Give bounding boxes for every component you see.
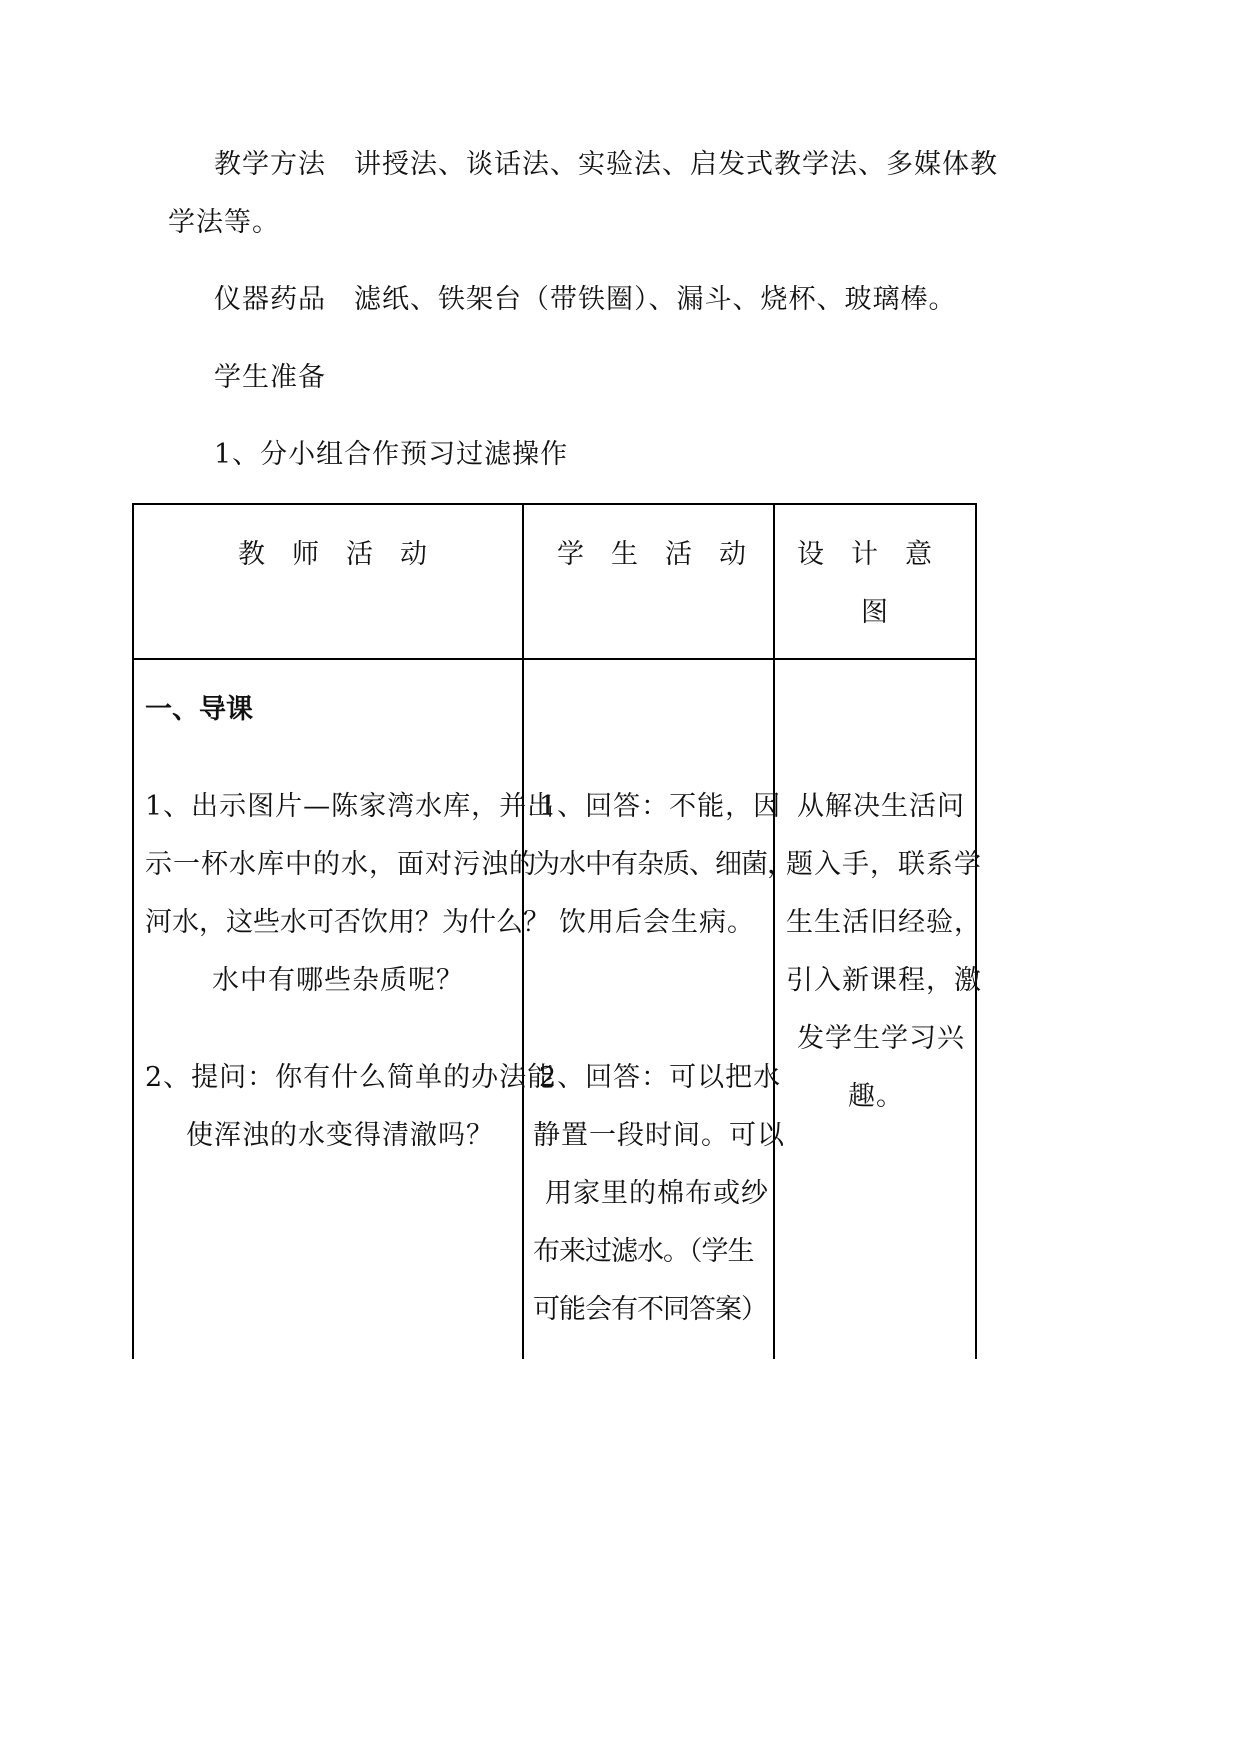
- teacher-activity-line: 河水，这些水可否饮用？为什么？: [145, 907, 550, 938]
- header-teacher-activity: 教 师 活 动: [238, 539, 427, 570]
- teaching-method-text: 讲授法、谈话法、实验法、启发式教学法、多媒体教: [354, 149, 998, 180]
- design-intent-line: 趣。: [848, 1081, 904, 1112]
- table-top-border: [132, 503, 977, 505]
- design-intent-line: 生生活旧经验，: [786, 907, 982, 938]
- teaching-method-line: [214, 151, 998, 178]
- student-activity-line: 为水中有杂质、细菌，: [533, 849, 793, 880]
- student-activity-line: 1、回答：不能，因: [539, 791, 782, 822]
- header-design-intent: 设 计 意: [797, 539, 932, 570]
- student-activity-line: 饮用后会生病。: [559, 907, 755, 938]
- table-left-border: [132, 503, 134, 1359]
- design-intent-line: 发学生学习兴: [797, 1023, 965, 1054]
- teaching-method-continuation: 学法等。: [168, 207, 280, 238]
- teacher-activity-line: 使浑浊的水变得清澈吗？: [186, 1120, 494, 1151]
- teacher-activity-line: 1、出示图片—陈家湾水库，并出: [145, 791, 556, 822]
- equipment-line: [214, 286, 957, 313]
- student-activity-line: 用家里的棉布或纱: [545, 1178, 769, 1209]
- equipment-label: 仪器药品: [214, 284, 326, 315]
- teaching-method-label: 教学方法: [214, 149, 326, 180]
- student-prep-item: 1、分小组合作预习过滤操作: [214, 439, 569, 470]
- student-prep-label: 学生准备: [214, 362, 326, 393]
- student-activity-line: 2、回答：可以把水: [539, 1062, 782, 1093]
- student-activity-line: 静置一段时间。可以: [533, 1120, 785, 1151]
- equipment-text: 滤纸、铁架台（带铁圈）、漏斗、烧杯、玻璃棒。: [354, 284, 957, 315]
- teacher-activity-line: 水中有哪些杂质呢？: [212, 965, 464, 996]
- header-design-intent-cont: 图: [861, 597, 888, 628]
- design-intent-line: 题入手，联系学: [786, 849, 982, 880]
- design-intent-line: 引入新课程，激: [786, 965, 982, 996]
- design-intent-line: 从解决生活问: [797, 791, 965, 822]
- table-col-divider-2: [773, 503, 775, 1359]
- student-activity-line: 可能会有不同答案）: [533, 1294, 767, 1325]
- section-title: 一、导课: [145, 694, 253, 725]
- teacher-activity-line: 示一杯水库中的水，面对污浊的: [145, 849, 537, 880]
- teacher-activity-line: 2、提问：你有什么简单的办法能: [145, 1062, 556, 1093]
- student-activity-line: 布来过滤水。（学生: [533, 1236, 754, 1267]
- header-student-activity: 学 生 活 动: [557, 539, 746, 570]
- table-header-divider: [132, 658, 977, 660]
